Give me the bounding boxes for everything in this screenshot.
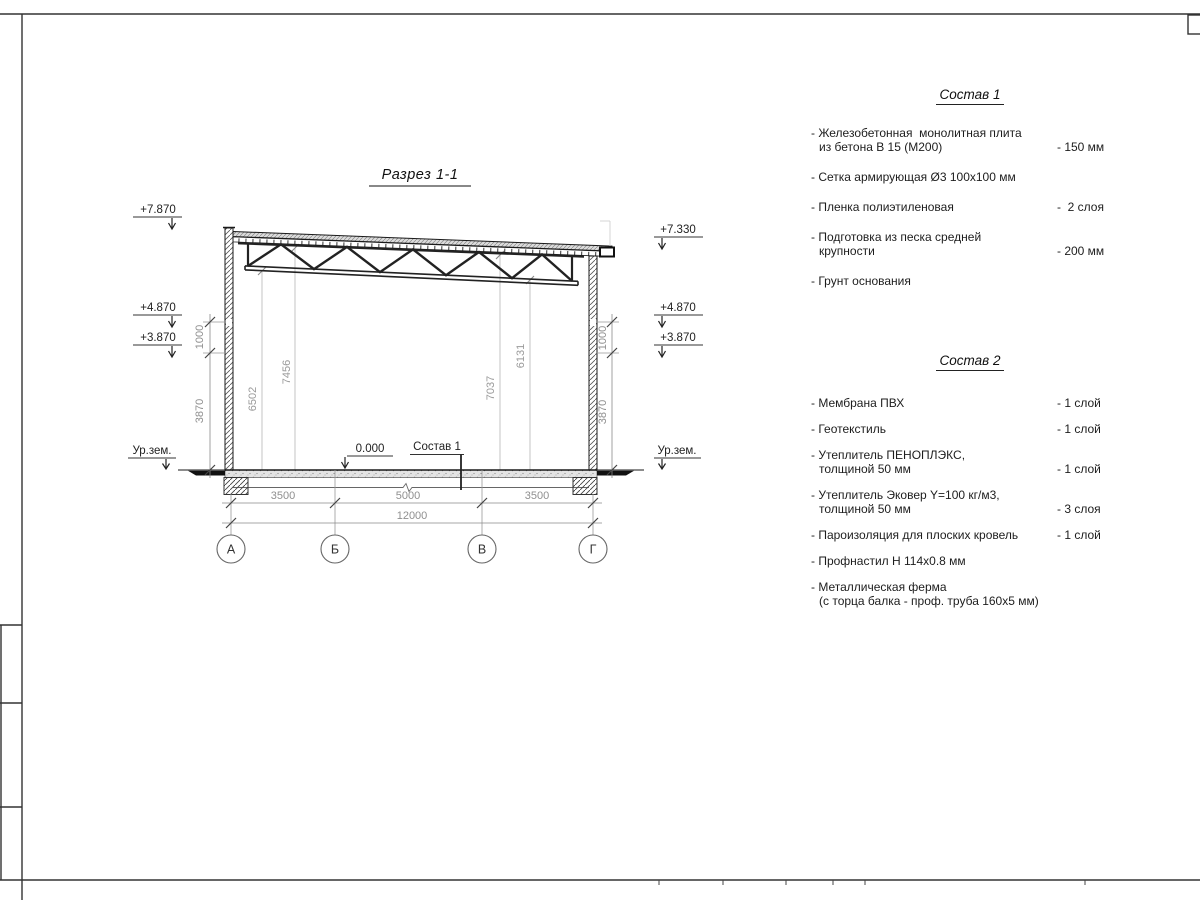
axis-label-a: А bbox=[226, 542, 236, 557]
left-vertical-dimensions bbox=[194, 314, 226, 478]
dim-height-7037: 7037 bbox=[485, 375, 497, 401]
elevation-left-low bbox=[133, 332, 182, 357]
roof-layers bbox=[233, 232, 614, 257]
list-item bbox=[811, 448, 1129, 476]
svg-text:+4.870: +4.870 bbox=[140, 302, 176, 314]
dim-right-wall: 3870 bbox=[597, 399, 609, 425]
axis-extension-lines bbox=[231, 470, 593, 535]
dim-height-6131: 6131 bbox=[515, 343, 527, 369]
list-item bbox=[811, 554, 1129, 568]
axis-label-v: В bbox=[477, 542, 487, 557]
material-name: - Подготовка из песка средней крупности bbox=[811, 230, 982, 258]
material-name: - Грунт основания bbox=[811, 274, 911, 288]
ground-level-label-right bbox=[654, 445, 701, 469]
material-name: - Сетка армирующая Ø3 100x100 мм bbox=[811, 170, 1016, 184]
section-title-text: Разрез 1-1 bbox=[381, 167, 459, 183]
dim-right-parapet: 1000 bbox=[597, 325, 609, 351]
dim-left-parapet: 1000 bbox=[194, 324, 206, 350]
elevation-right-mid bbox=[654, 302, 703, 327]
list-item bbox=[811, 422, 1129, 436]
section-title bbox=[369, 167, 471, 186]
dim-span-bv: 5000 bbox=[395, 490, 421, 502]
svg-text:0.000: 0.000 bbox=[355, 443, 385, 455]
axis-bubbles bbox=[217, 535, 607, 563]
svg-text:+3.870: +3.870 bbox=[140, 332, 176, 344]
floor-composition-leader bbox=[410, 441, 464, 490]
dim-height-7456: 7456 bbox=[281, 359, 293, 385]
composition2-title: Состав 2 bbox=[936, 353, 1005, 371]
material-name: - Железобетонная монолитная плита из бетона В 15 (М200) bbox=[811, 126, 1022, 154]
dim-span-ab: 3500 bbox=[270, 490, 296, 502]
elevation-right-top bbox=[654, 224, 703, 249]
composition2-list bbox=[811, 352, 1129, 620]
composition1-list bbox=[811, 86, 1129, 304]
material-value: - 150 мм bbox=[1057, 140, 1105, 154]
composition1-title: Состав 1 bbox=[936, 87, 1005, 105]
floor-slab bbox=[225, 470, 597, 492]
elevation-right-low bbox=[654, 332, 703, 357]
material-name: - Профнастил Н 114x0.8 мм bbox=[811, 554, 966, 568]
material-value: - 1 слой bbox=[1057, 528, 1101, 542]
dim-total: 12000 bbox=[396, 510, 428, 522]
roof-edge-reference bbox=[600, 221, 610, 246]
svg-text:+7.330: +7.330 bbox=[660, 224, 696, 236]
right-vertical-dimensions bbox=[596, 314, 619, 478]
material-name: - Утеплитель ПЕНОПЛЭКС, толщиной 50 мм bbox=[811, 448, 966, 476]
material-name: - Металлическая ферма (с торца балка - проф. труба 160x5 мм) bbox=[811, 580, 1039, 608]
dim-span-vg: 3500 bbox=[524, 490, 550, 502]
material-value: - 3 слоя bbox=[1057, 502, 1101, 516]
axis-label-b: Б bbox=[330, 542, 340, 557]
composition2-title-wrap bbox=[811, 352, 1129, 370]
right-wall bbox=[589, 256, 597, 470]
list-item bbox=[811, 528, 1129, 542]
list-item bbox=[811, 396, 1129, 410]
material-value: - 1 слой bbox=[1057, 462, 1101, 476]
ground-level-label-left bbox=[128, 445, 176, 469]
elevation-left-top bbox=[133, 204, 182, 229]
list-item bbox=[811, 126, 1129, 154]
svg-text:+3.870: +3.870 bbox=[660, 332, 696, 344]
material-value: - 2 слоя bbox=[1057, 200, 1104, 214]
title-block-ticks bbox=[659, 880, 1085, 885]
elevation-left-mid bbox=[133, 302, 182, 327]
svg-text:Ур.зем.: Ур.зем. bbox=[132, 445, 172, 457]
material-name: - Утеплитель Эковер Y=100 кг/м3, толщиной 50 мм bbox=[811, 488, 1000, 516]
svg-text:+7.870: +7.870 bbox=[140, 204, 176, 216]
material-name: - Геотекстиль bbox=[811, 422, 886, 436]
edge-beam bbox=[600, 248, 614, 257]
composition1-title-wrap bbox=[811, 86, 1129, 104]
svg-text:+4.870: +4.870 bbox=[660, 302, 696, 314]
list-item bbox=[811, 274, 1129, 288]
material-name: - Пароизоляция для плоских кровель bbox=[811, 528, 1019, 542]
zero-level-mark bbox=[342, 443, 394, 468]
material-name: - Пленка полиэтиленовая bbox=[811, 200, 954, 214]
floor-leader-label: Состав 1 bbox=[413, 441, 461, 453]
svg-text:Ур.зем.: Ур.зем. bbox=[657, 445, 697, 457]
material-value: - 1 слой bbox=[1057, 422, 1101, 436]
list-item bbox=[811, 580, 1129, 608]
left-wall bbox=[223, 228, 235, 471]
dim-height-6502: 6502 bbox=[247, 386, 259, 412]
axis-label-g: Г bbox=[589, 542, 597, 557]
dim-left-wall: 3870 bbox=[194, 398, 206, 424]
list-item bbox=[811, 230, 1129, 258]
list-item bbox=[811, 200, 1129, 214]
list-item bbox=[811, 170, 1129, 184]
material-name: - Мембрана ПВХ bbox=[811, 396, 905, 410]
material-value: - 1 слой bbox=[1057, 396, 1101, 410]
list-item bbox=[811, 488, 1129, 516]
material-value: - 200 мм bbox=[1057, 244, 1105, 258]
